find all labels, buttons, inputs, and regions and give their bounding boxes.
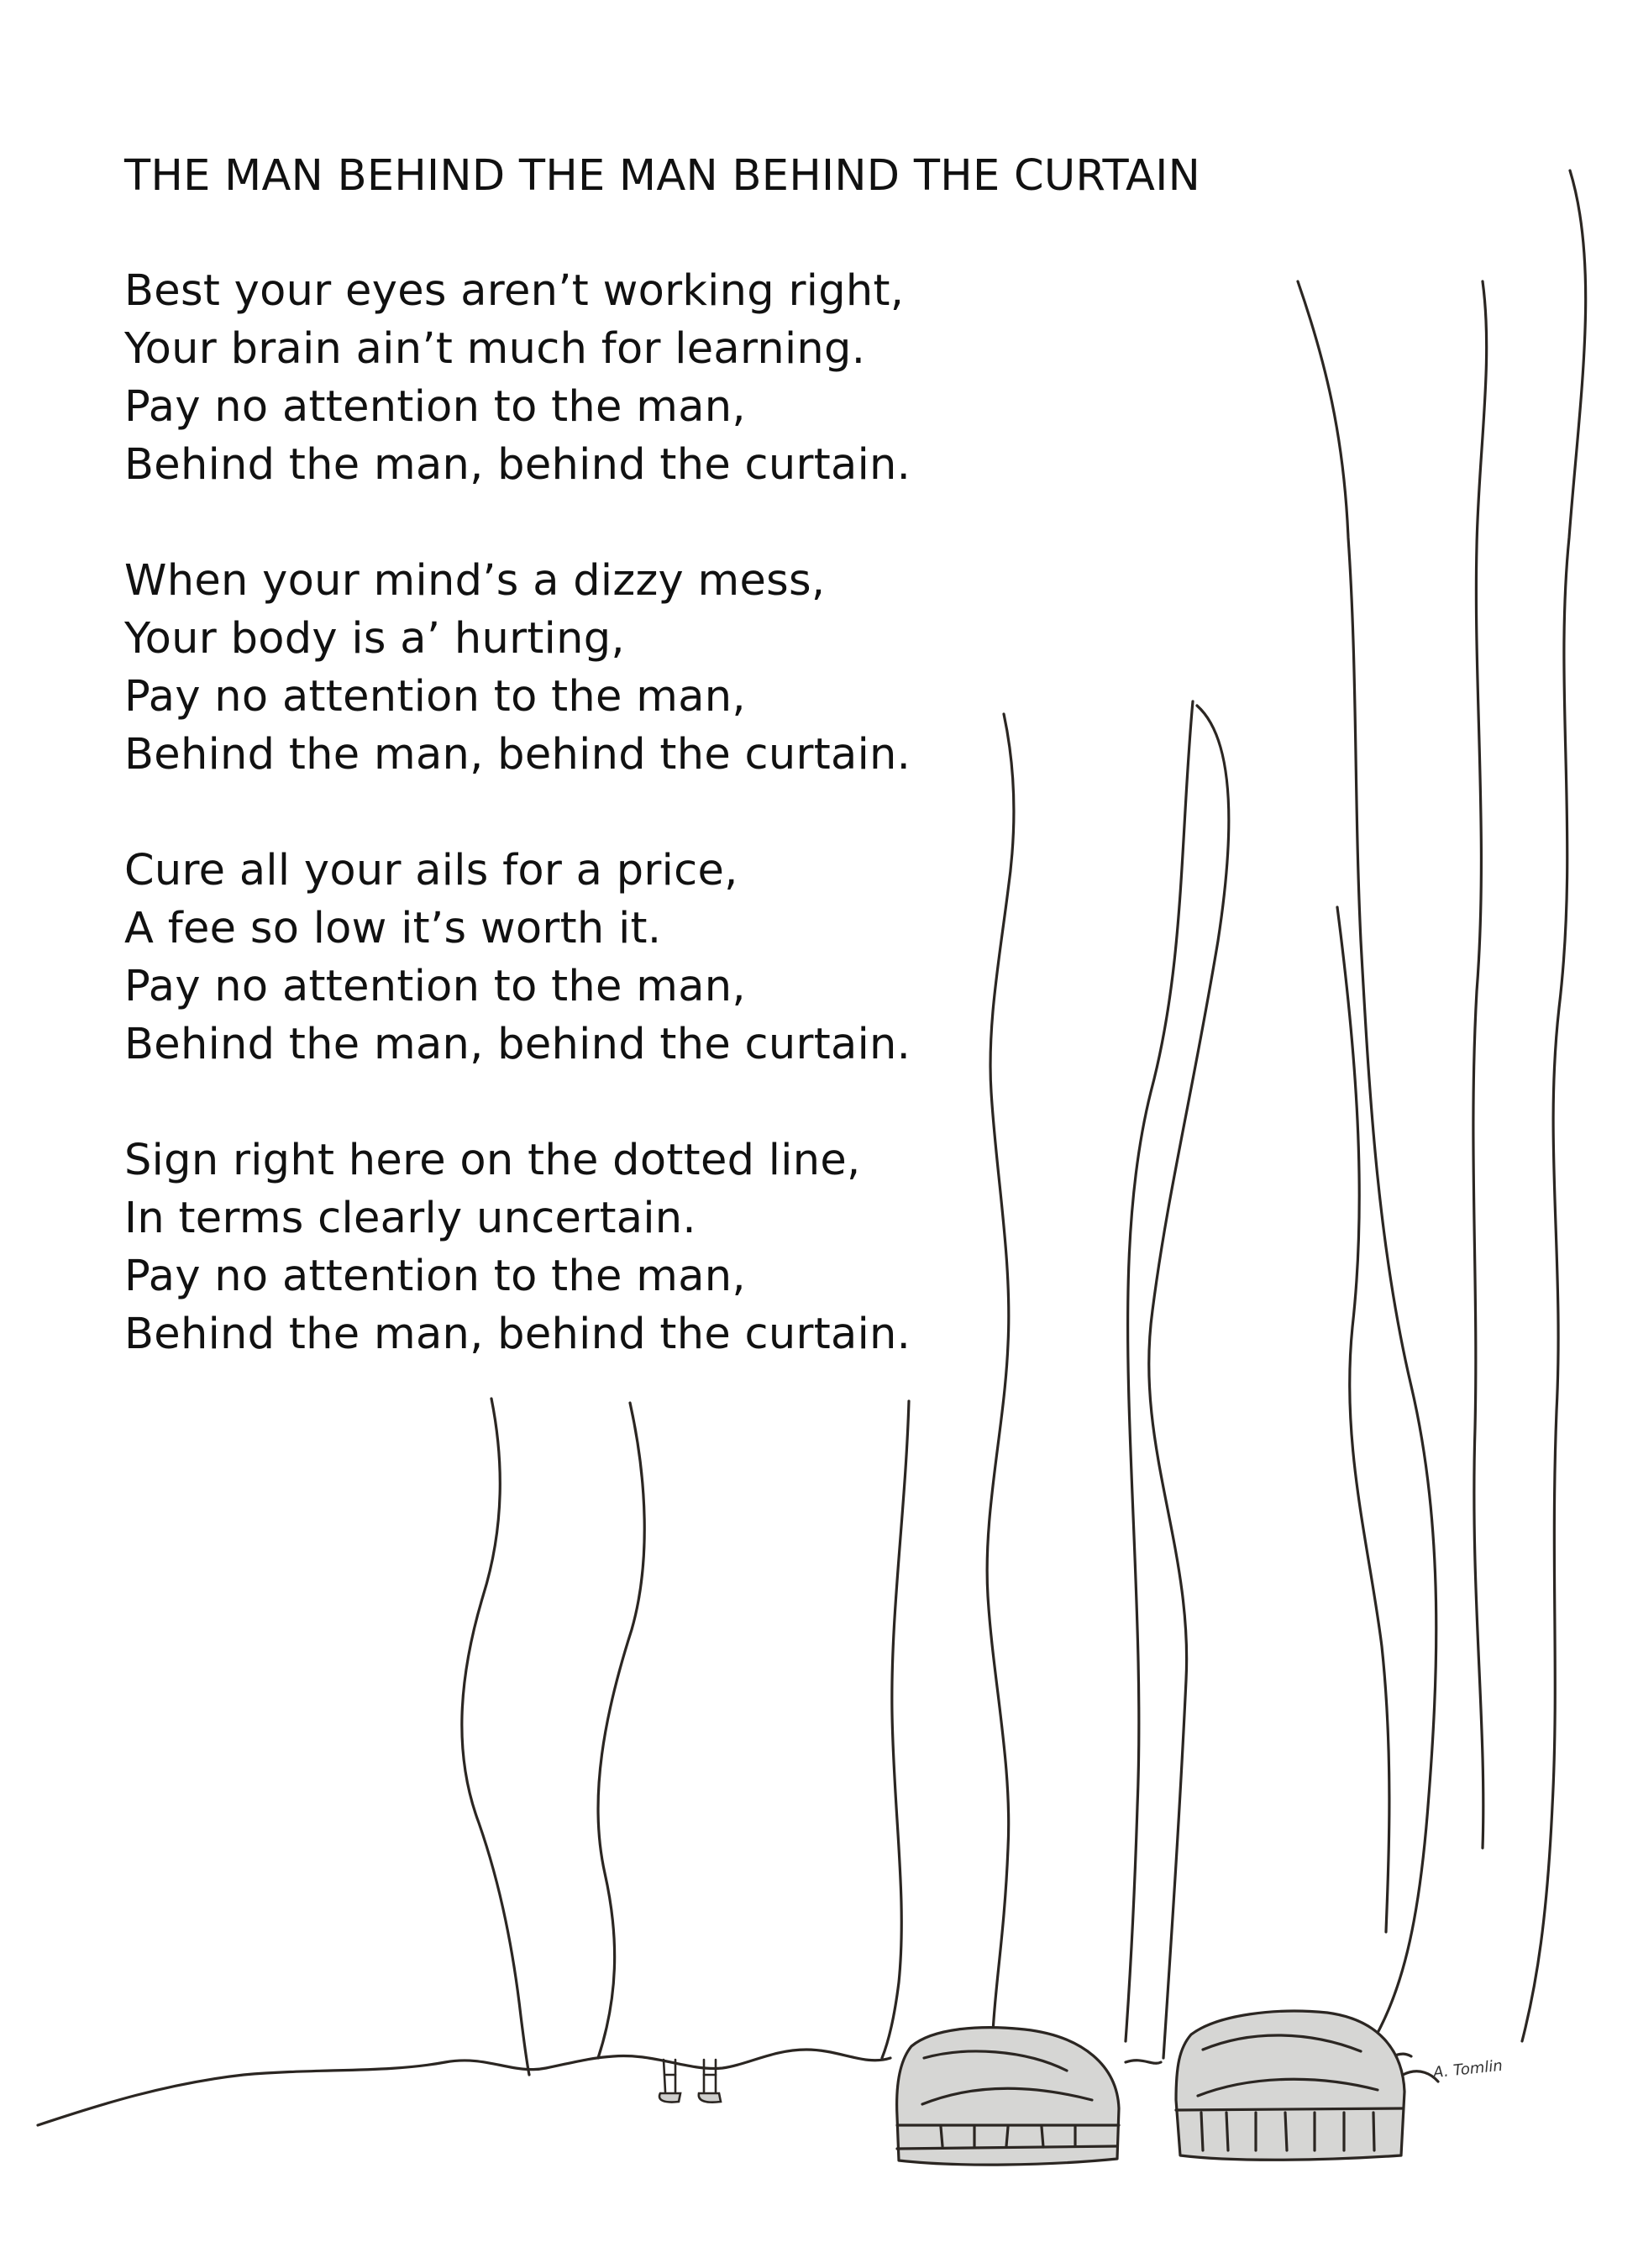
poem-line: Your body is a’ hurting, <box>124 614 625 664</box>
curtain-fold-line <box>882 1401 909 2058</box>
poem-line: A fee so low it’s worth it. <box>124 904 662 953</box>
stanza-2 <box>124 552 1435 784</box>
poem-line: Behind the man, behind the curtain. <box>124 440 911 490</box>
curtain-hem-line <box>1126 2061 1161 2064</box>
poem-line: Best your eyes aren’t working right, <box>124 266 905 316</box>
poem-line: Behind the man, behind the curtain. <box>124 1310 911 1359</box>
stanza-4 <box>124 1131 1435 1363</box>
poem-line: When your mind’s a dizzy mess, <box>124 556 826 606</box>
big-shoe-right <box>1176 2011 1438 2160</box>
poem-line: Behind the man, behind the curtain. <box>124 1020 911 1069</box>
curtain-fold-line <box>1522 171 1586 2041</box>
poem-line: Pay no attention to the man, <box>124 382 746 432</box>
poem-line: Pay no attention to the man, <box>124 672 746 722</box>
curtain-fold-line <box>1473 281 1487 1848</box>
curtain-fold-line <box>462 1399 529 2075</box>
poem-line: Behind the man, behind the curtain. <box>124 730 911 780</box>
poem <box>124 147 1435 1421</box>
big-shoe-left <box>897 2028 1119 2165</box>
curtain-hem-line <box>38 2050 890 2125</box>
stanza-3 <box>124 842 1435 1074</box>
curtain-fold-line <box>598 1403 644 2058</box>
poem-title: THE MAN BEHIND THE MAN BEHIND THE CURTAIN <box>124 151 1201 201</box>
poem-line: Pay no attention to the man, <box>124 1252 746 1301</box>
poem-line: Your brain ain’t much for learning. <box>124 324 866 374</box>
stanza-1 <box>124 262 1435 494</box>
artist-signature: A. Tomlin <box>1432 2056 1504 2082</box>
poem-line: Cure all your ails for a price, <box>124 846 738 895</box>
poem-line: Pay no attention to the man, <box>124 962 746 1011</box>
poem-line: In terms clearly uncertain. <box>124 1194 696 1243</box>
poem-line: Sign right here on the dotted line, <box>124 1136 861 1185</box>
